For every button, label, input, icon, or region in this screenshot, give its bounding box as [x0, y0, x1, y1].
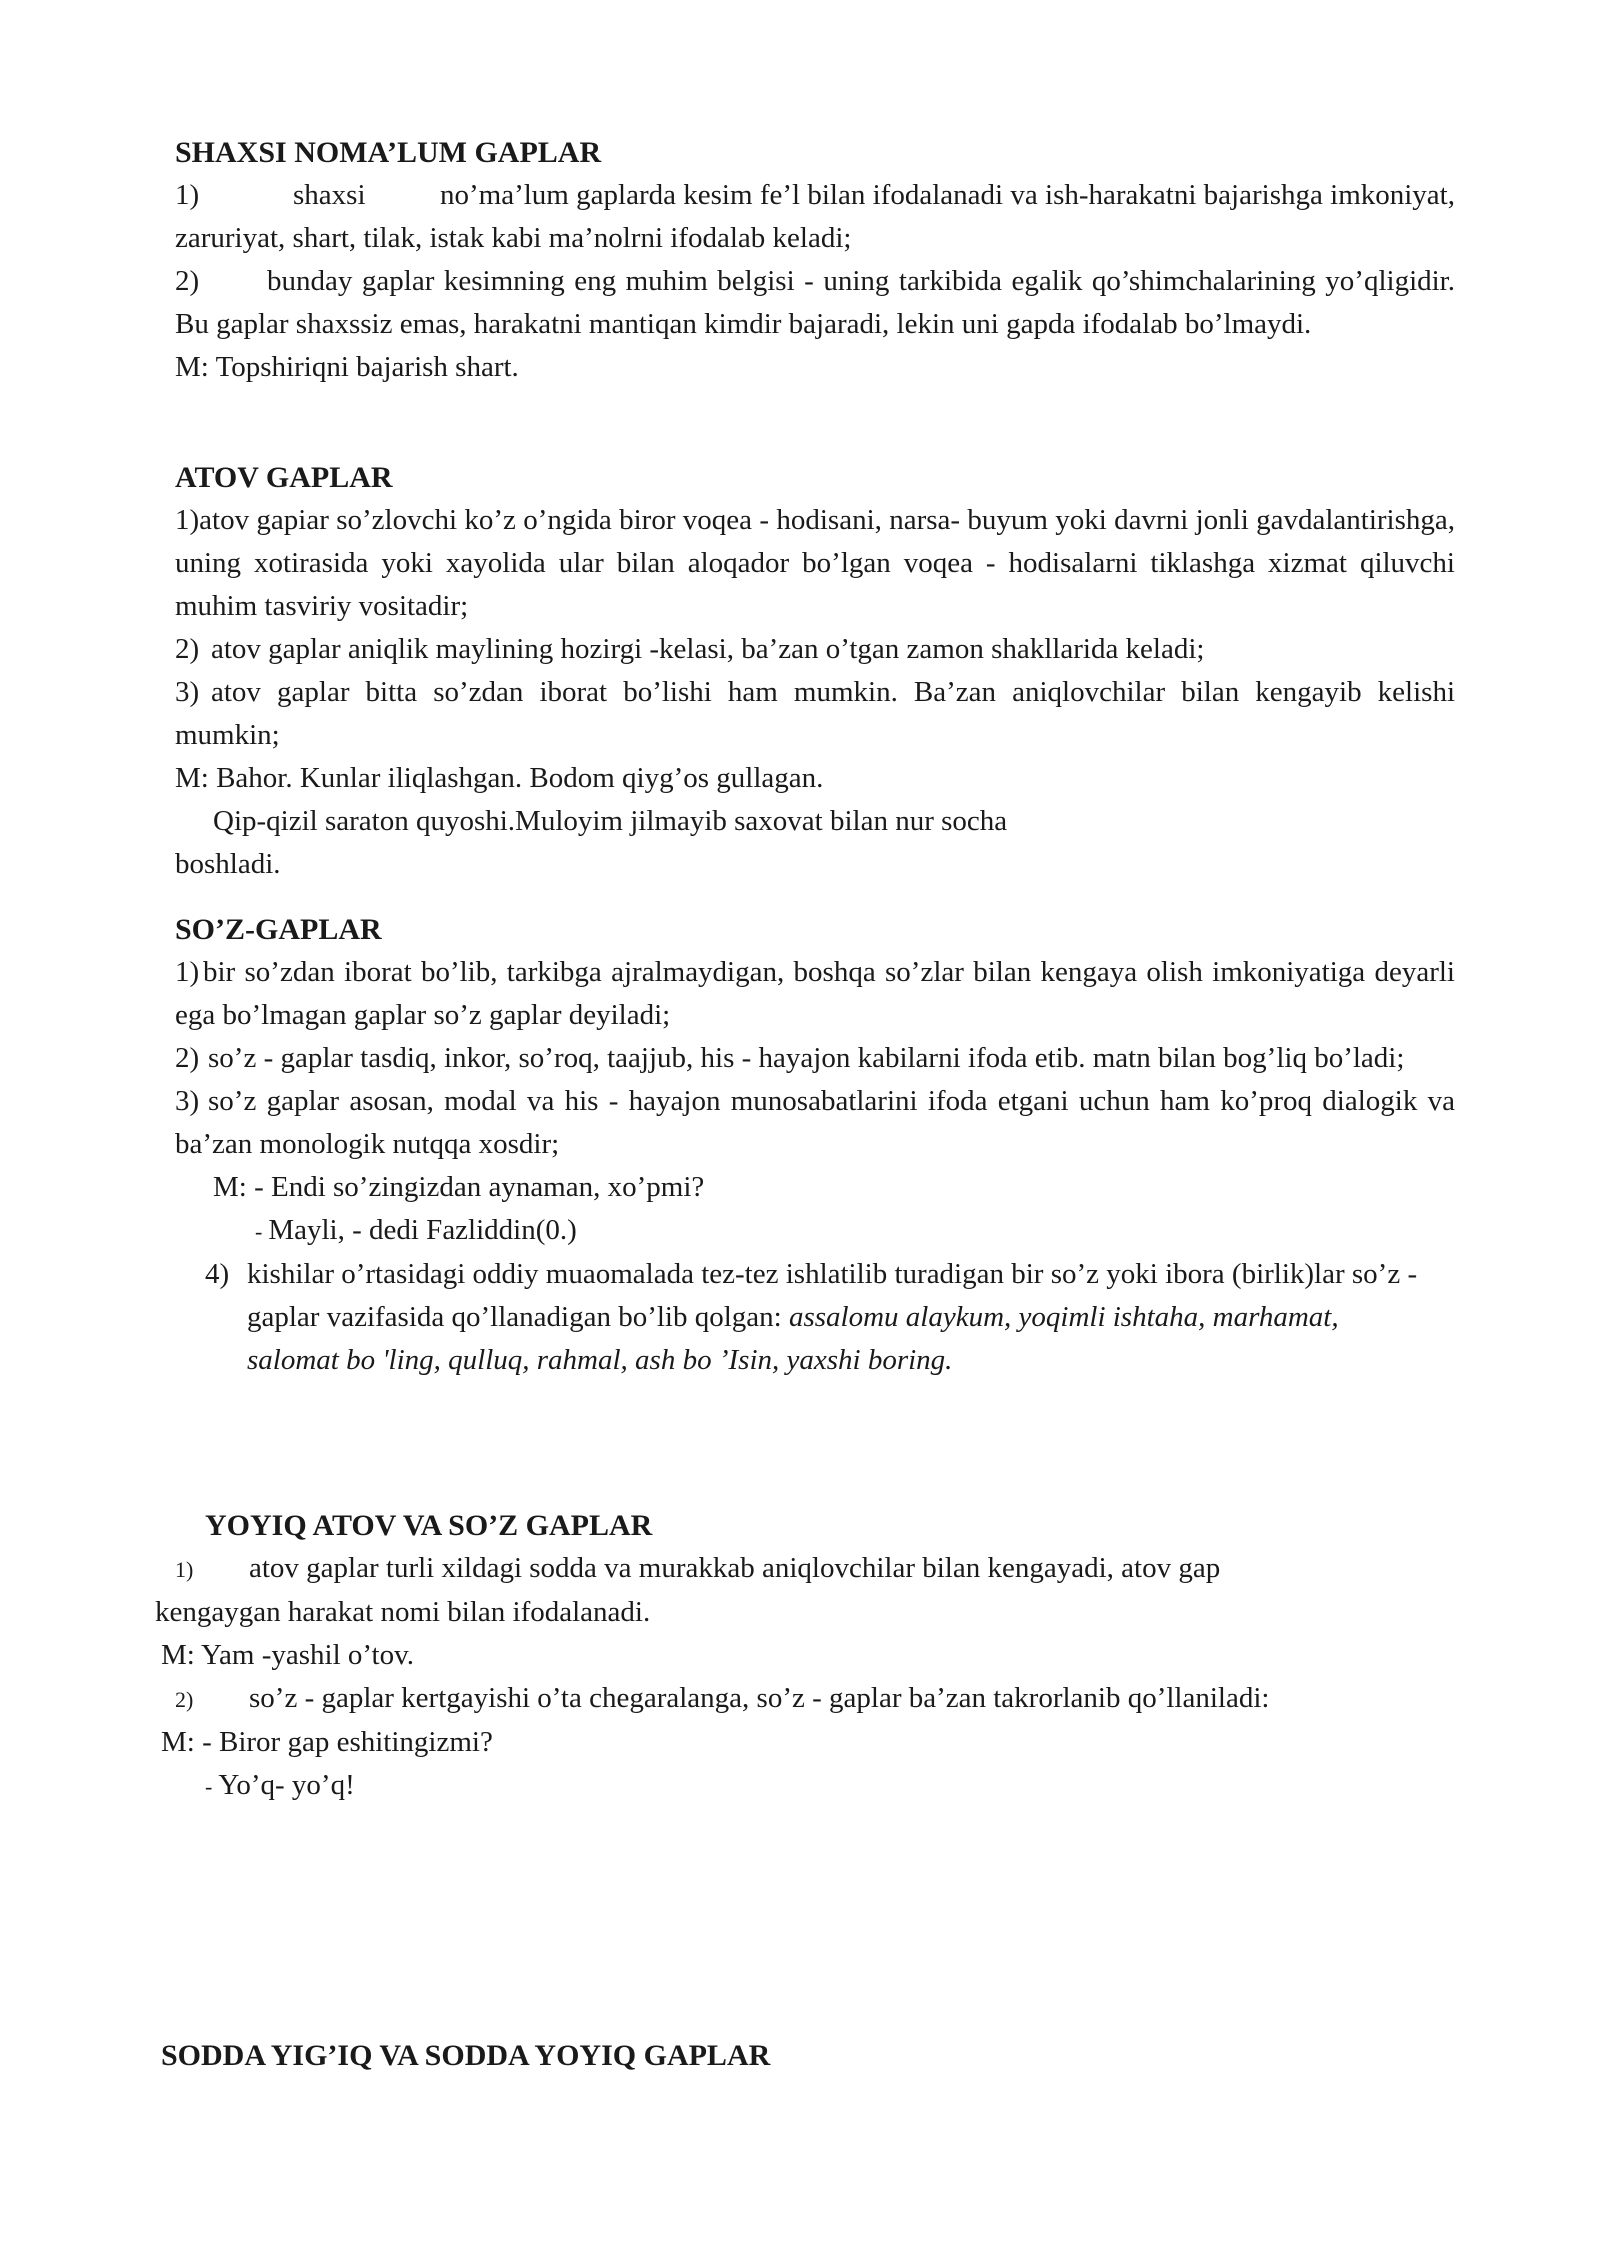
- paragraph-1: [175, 951, 1455, 1037]
- section-shaxsi-nomalum: [175, 131, 1455, 389]
- example-line-1: M: - Endi so’zingizdan aynaman, xo’pmi?: [213, 1171, 705, 1203]
- dash: -: [205, 1774, 213, 1799]
- paragraph-1: [175, 174, 1455, 260]
- item-number: 1): [175, 1557, 194, 1582]
- paragraph-2: [155, 1677, 1455, 1721]
- paragraph-1: 1)atov gapiar so’zlovchi ko’z o’ngida biror voqea - hodisani, narsa- buyum yoki davrni jonli gavdalantirishga, uning xotirasida yoki xayolida ular bilan aloqador bo’lgan voqea - hodisalarni tiklashga xizmat qiluvchi muhim tasviriy vositadir;: [175, 504, 1455, 622]
- paragraph-text: no’ma’lum gaplarda kesim fe’l bilan ifodalanadi va ish-harakatni bajarishga imkoniyat, zaruriyat, shart, tilak, istak kabi ma’nolrni ifodalab keladi;: [175, 179, 1455, 254]
- example-line-3: boshladi.: [175, 848, 281, 880]
- item-number: 2): [175, 1687, 194, 1712]
- section-title: SO’Z-GAPLAR: [175, 913, 382, 946]
- paragraph-text: bunday gaplar kesimning eng muhim belgisi - uning tarkibida egalik qo’shimchalarining yo’qligidir. Bu gaplar shaxssiz emas, harakatni mantiqan kimdir bajaradi, lekin uni gapda ifodalab bo’lmaydi.: [175, 265, 1455, 340]
- section-title: YOYIQ ATOV VA SO’Z GAPLAR: [205, 1509, 653, 1542]
- section-soz-gaplar: [175, 908, 1455, 1382]
- example-text: Yo’q- yo’q!: [218, 1769, 355, 1801]
- example-line-1: M: Bahor. Kunlar iliqlashgan. Bodom qiyg’os gullagan.: [175, 762, 824, 794]
- dash: -: [255, 1219, 263, 1244]
- section-title: SHAXSI NOMA’LUM GAPLAR: [175, 136, 602, 169]
- paragraph-text: atov gaplar aniqlik maylining hozirgi -kelasi, ba’zan o’tgan zamon shakllarida keladi;: [211, 633, 1205, 665]
- item-number: 3): [175, 676, 200, 708]
- example-line-2: M: - Biror gap eshitingizmi?: [161, 1726, 493, 1758]
- paragraph-4: [175, 1253, 1455, 1382]
- example-line-3: [155, 1764, 1455, 1808]
- example-line-2: Qip-qizil saraton quyoshi.Muloyim jilmayib saxovat bilan nur socha: [213, 805, 1008, 837]
- example: M: Topshiriqni bajarish shart.: [175, 351, 519, 383]
- example-line-1: M: Yam -yashil o’tov.: [161, 1639, 414, 1671]
- item-number: 2): [175, 265, 200, 297]
- item-number: 3): [175, 1085, 200, 1117]
- section-atov-gaplar: [175, 456, 1455, 886]
- section-yoyiq-atov: [155, 1504, 1455, 1808]
- paragraph-3: [175, 671, 1455, 757]
- paragraph-3: [175, 1080, 1455, 1166]
- paragraph-text: atov gaplar bitta so’zdan iborat bo’lishi ham mumkin. Ba’zan aniqlovchilar bilan kengayib kelishi mumkin;: [175, 676, 1455, 751]
- paragraph-text: bir so’zdan iborat bo’lib, tarkibga ajralmaydigan, boshqa so’zlar bilan kengaya olish imkoniyatiga deyarli ega bo’lmagan gaplar so’z gaplar deyiladi;: [175, 956, 1455, 1031]
- paragraph-2: [175, 260, 1455, 346]
- example-text: Mayli, - dedi Fazliddin(0.): [268, 1214, 577, 1246]
- paragraph-text: kishilar o’rtasidagi oddiy muaomalada tez-tez ishlatilib turadigan bir so’z yoki ibora (birlik)lar so’z -gaplar vazifasida qo’llanadigan bo’lib qolgan:: [247, 1258, 1418, 1333]
- paragraph-text: so’z - gaplar tasdiq, inkor, so’roq, taajjub, his - hayajon kabilarni ifoda etib. matn bilan bog’liq bo’ladi;: [208, 1042, 1405, 1074]
- paragraph-italic-text: assalomu alaykum, yoqimli ishtaha, marhamat, salomat bo 'ling, qulluq, rahmal, ash bo ’Isin, yaxshi boring.: [247, 1301, 1339, 1376]
- paragraph-1-line-2: kengaygan harakat nomi bilan ifodalanadi.: [155, 1596, 651, 1628]
- example-line-2: [175, 1209, 1455, 1253]
- paragraph-2: [175, 1037, 1455, 1080]
- paragraph-1-line-1: [155, 1547, 1455, 1591]
- section-title: SODDA YIG’IQ VA SODDA YOYIQ GAPLAR: [161, 2039, 771, 2072]
- paragraph-text: so’z - gaplar kertgayishi o’ta chegaralanga, so’z - gaplar ba’zan takrorlanib qo’llaniladi:: [249, 1682, 1270, 1714]
- item-number: 1): [175, 179, 200, 211]
- item-number: 1): [175, 956, 200, 988]
- paragraph-text: atov gaplar turli xildagi sodda va murakkab aniqlovchilar bilan kengayadi, atov gap: [249, 1552, 1221, 1584]
- item-number: 2): [175, 633, 200, 665]
- paragraph-2: [175, 628, 1455, 671]
- paragraph-text: shaxsi: [293, 179, 366, 211]
- item-number: 2): [175, 1042, 200, 1074]
- section-title: ATOV GAPLAR: [175, 461, 393, 494]
- paragraph-text: so’z gaplar asosan, modal va his - hayajon munosabatlarini ifoda etgani uchun ham ko’proq dialogik va ba’zan monologik nutqqa xosdir;: [175, 1085, 1455, 1160]
- item-number: 4): [205, 1258, 230, 1290]
- section-sodda-yigiq: [161, 2034, 1441, 2077]
